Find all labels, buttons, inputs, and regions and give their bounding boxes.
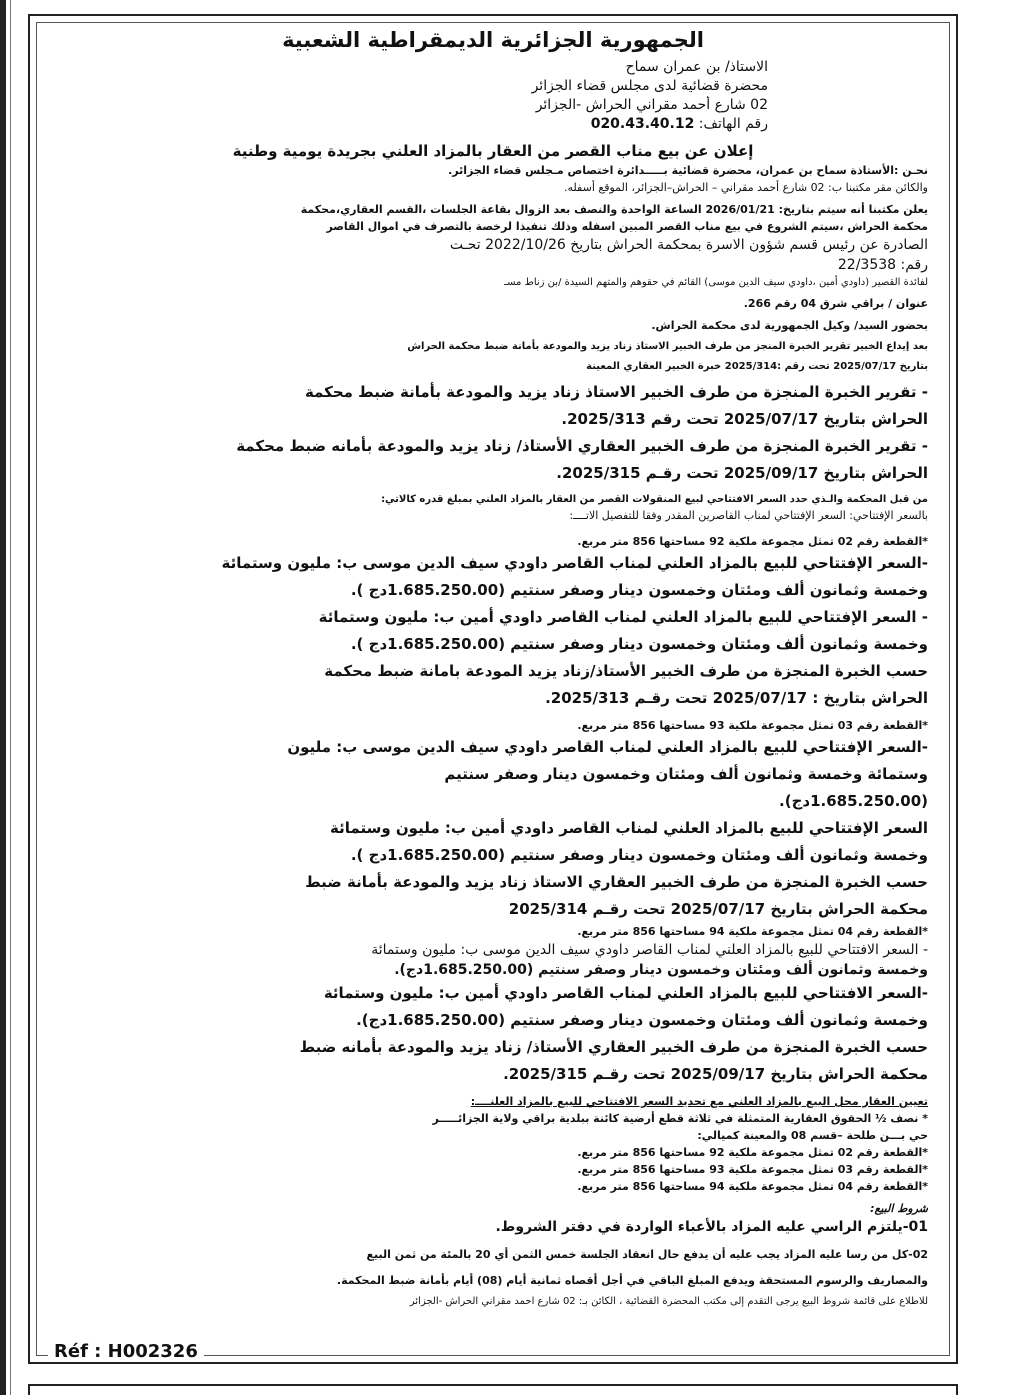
- lot-line: وستمائة وخمسة وثمانون ألف ومئتان وخمسون دينار وصفر سنتيم: [444, 765, 928, 783]
- lot-line: الحراش بتاريخ : 2025/07/17 تحت رقـم 2025/313.: [545, 689, 928, 707]
- conditions-heading: شروط البيع:: [870, 1202, 928, 1215]
- lot-line: وخمسة وثمانون ألف ومئتان وخمسون دينار وصفر سنتيم (1.685.250.00دج).: [356, 1011, 928, 1029]
- announcement-heading: إعلان عن بيع مناب القصر من العقار بالمزاد العلني بجريدة يومية وطنية: [232, 142, 754, 160]
- next-ad-frame: [28, 1384, 958, 1395]
- property-line: * نصف ½ الحقوق العقارية المتمثلة في ثلاثة قطع أرضية كائنة ببلدية براقي ولاية الجزائـــــر: [432, 1112, 928, 1125]
- bailiff-header: [58, 58, 928, 134]
- lot-line: السعر الإفتتاحي للبيع بالمزاد العلني لمناب القاصر داودي أمين ب: مليون وستمائة: [330, 819, 928, 837]
- condition-line: 02-كل من رسا عليه المزاد يجب عليه أن يدفع حال انعقاد الجلسة خمس الثمن أي 20 بالمئة من ثمن البيع: [366, 1248, 928, 1261]
- price-intro: [58, 492, 928, 524]
- price-intro-line: بالسعر الإفتتاحي: السعر الإفتتاحي لمناب القاصرين المقدر وفقا للتفصيل الاتــــ:: [569, 509, 928, 522]
- property-line: حي بـــن طلحة –قسم 08 والمعينة كميالي:: [697, 1129, 928, 1142]
- phone-number: 020.43.40.12: [590, 116, 695, 132]
- property-section: [58, 1093, 928, 1195]
- bailiff-name: الاستاذ/ بن عمران سماح: [625, 59, 768, 75]
- report-line: - تقرير الخبرة المنجزة من طرف الخبير العقاري الأستاذ/ زناد يزيد والمودعة بأمانه ضبط محكمة: [236, 437, 928, 455]
- lot-line: وخمسة وثمانون ألف ومئتان وخمسون دينار وصفر سنتيم (1.685.250.00دج ).: [350, 635, 928, 653]
- lot-line: -السعر الإفتتاحي للبيع بالمزاد العلني لمناب القاصر داودي سيف الدين موسى ب: مليون: [287, 738, 928, 756]
- body-line: رقم: 22/3538: [837, 257, 928, 273]
- lot-line: وخمسة وثمانون ألف ومئتان وخمسون دينار وصفر سنتيم (1.685.250.00دج).: [394, 962, 928, 978]
- bailiff-phone: [58, 115, 768, 134]
- left-scan-edge: [0, 0, 6, 1395]
- body-line: بتاريخ 2025/07/17 تحت رقم :2025/314 خبرة الخبير العقاري المعينة: [586, 361, 928, 372]
- lot-title: *القطعة رقم 02 تمثل مجموعة ملكية 92 مساحتها 856 متر مربع.: [577, 535, 928, 548]
- body-line: محكمة الحراش ،سيتم الشروع في بيع مناب القصر المبين اسفله وذلك تنفيذا لرخصة بالتصرف في اموال القاصر: [326, 220, 928, 233]
- property-line: *القطعة رقم 04 تمثل مجموعة ملكية 94 مساحتها 856 متر مربع.: [577, 1180, 928, 1193]
- announcement-document: [58, 28, 928, 1338]
- lot-02: [58, 533, 928, 712]
- property-line: *القطعة رقم 03 تمثل مجموعة ملكية 93 مساحتها 856 متر مربع.: [577, 1163, 928, 1176]
- body-line: يعلن مكتبنا أنه سيتم بتاريخ: 2026/01/21 الساعة الواحدة والنصف بعد الزوال بقاعة الجلسات ،القسم العقاري،محكمة: [300, 203, 928, 216]
- reports-section: [58, 379, 928, 487]
- lot-04: [58, 923, 928, 1088]
- lot-line: وخمسة وثمانون ألف ومئتان وخمسون دينار وصفر سنتيم (1.685.250.00دج ).: [350, 581, 928, 599]
- body-line: بعد إيداع الخبير تقرير الخبرة المنجز من طرف الخبير الاستاذ زناد يزيد والمودعة بأمانة ضبط محكمة الحراش: [407, 341, 928, 352]
- condition-line: والمصاريف والرسوم المستحقة ويدفع المبلغ الباقي في أجل أقصاه ثمانية أيام (08) أيام بأمانة ضبط المحكمة.: [336, 1274, 928, 1287]
- bailiff-office: محضرة قضائية لدى مجلس قضاء الجزائر: [531, 78, 768, 94]
- left-scan-edge-line: [10, 0, 11, 1395]
- lot-line: - السعر الافتتاحي للبيع بالمزاد العلني لمناب القاصر داودي سيف الدين موسى ب: مليون وستمائة: [371, 942, 928, 958]
- lot-03: [58, 717, 928, 923]
- lot-line: - السعر الإفتتاحي للبيع بالمزاد العلني لمناب القاصر داودي أمين ب: مليون وستمائة: [318, 608, 928, 626]
- property-line: *القطعة رقم 02 تمثل مجموعة ملكية 92 مساحتها 856 متر مربع.: [577, 1146, 928, 1159]
- lot-line: حسب الخبرة المنجزة من طرف الخبير الأستاذ/زناد يزيد المودعة بامانة ضبط محكمة: [324, 662, 928, 680]
- document-title: الجمهورية الجزائرية الديمقراطية الشعبية: [282, 28, 704, 52]
- lot-line: حسب الخبرة المنجزة من طرف الخبير العقاري الأستاذ/ زناد يزيد والمودعة بأمانه ضبط: [299, 1038, 928, 1056]
- conditions-section: [58, 1200, 928, 1309]
- body-line: الصادرة عن رئيس قسم شؤون الاسرة بمحكمة الحراش بتاريخ 2022/10/26 تحـت: [449, 237, 928, 253]
- intro-line: نحـن :الأستاذة سماح بن عمران، محضرة قضائية بـــــدائرة اختصاص مـجلس قضاء الجزائر.: [448, 164, 928, 177]
- bailiff-address: 02 شارع أحمد مقراني الحراش -الجزائر: [535, 97, 768, 113]
- body-line: لفائدة القصير (داودي أمين ،داودي سيف الدين موسى) القائم في حقوهم والمتهم السيدة /بن زناط مسـ: [504, 277, 928, 288]
- phone-label: رقم الهاتف:: [698, 116, 768, 132]
- report-line: الحراش بتاريخ 2025/09/17 تحت رقـم 2025/315.: [556, 464, 928, 482]
- reference-code: Réf : H002326: [48, 1341, 204, 1362]
- lot-line: (1.685.250.00دج).: [779, 792, 928, 810]
- body-line: بحضور السيد/ وكيل الجمهورية لدى محكمة الحراش.: [651, 319, 928, 332]
- body-line: عنوان / براقي شرق 04 رقم 266.: [743, 297, 928, 310]
- condition-line: للاطلاع على قائمة شروط البيع يرجى التقدم إلى مكتب المحضرة القضائية ، الكائن بـ: 02 شارع احمد مقراني الحراش -الجزائر: [409, 1296, 928, 1307]
- lot-line: -السعر الافتتاحي للبيع بالمزاد العلني لمناب القاصر داودي أمين ب: مليون وستمائة: [323, 984, 928, 1002]
- property-heading: تعيين العقار محل البيع بالمزاد العلني مع تحديد السعر الافتتاحي للبيع بالمزاد العلنــــ:: [470, 1095, 928, 1108]
- report-line: الحراش بتاريخ 2025/07/17 تحت رقم 2025/313.: [561, 410, 928, 428]
- lot-line: وخمسة وثمانون ألف ومئتان وخمسون دينار وصفر سنتيم (1.685.250.00دج ).: [350, 846, 928, 864]
- lot-line: -السعر الإفتتاحي للبيع بالمزاد العلني لمناب القاصر داودي سيف الدين موسى ب: مليون وستمائة: [221, 554, 928, 572]
- report-line: - تقرير الخبرة المنجزة من طرف الخبير الاستاذ زناد يزيد والمودعة بأمانة ضبط محكمة: [304, 383, 928, 401]
- condition-line: 01-يلتزم الراسي عليه المزاد بالأعباء الواردة في دفتر الشروط.: [495, 1219, 928, 1235]
- price-intro-line: من قبل المحكمة والـذي حدد السعر الافتتاحي لبيع المنقولات القصر من العقار بالمزاد العلني بمبلغ قدره كالاتي:: [381, 494, 928, 505]
- lot-line: محكمة الحراش بتاريخ 2025/07/17 تحت رقـم 2025/314: [508, 900, 928, 918]
- intro-line: والكائن مقر مكتبنا ب: 02 شارع أحمد مقراني – الحراش–الجزائر، الموقع أسفله.: [564, 181, 928, 194]
- lot-line: محكمة الحراش بتاريخ 2025/09/17 تحت رقـم 2025/315.: [503, 1065, 928, 1083]
- body-section: [58, 201, 928, 374]
- lot-title: *القطعة رقم 03 تمثل مجموعة ملكية 93 مساحتها 856 متر مربع.: [577, 719, 928, 732]
- lot-title: *القطعة رقم 04 تمثل مجموعة ملكية 94 مساحتها 856 متر مربع.: [577, 925, 928, 938]
- lot-line: حسب الخبرة المنجزة من طرف الخبير العقاري الاستاذ زناد يزيد والمودعة بأمانة ضبط: [305, 873, 928, 891]
